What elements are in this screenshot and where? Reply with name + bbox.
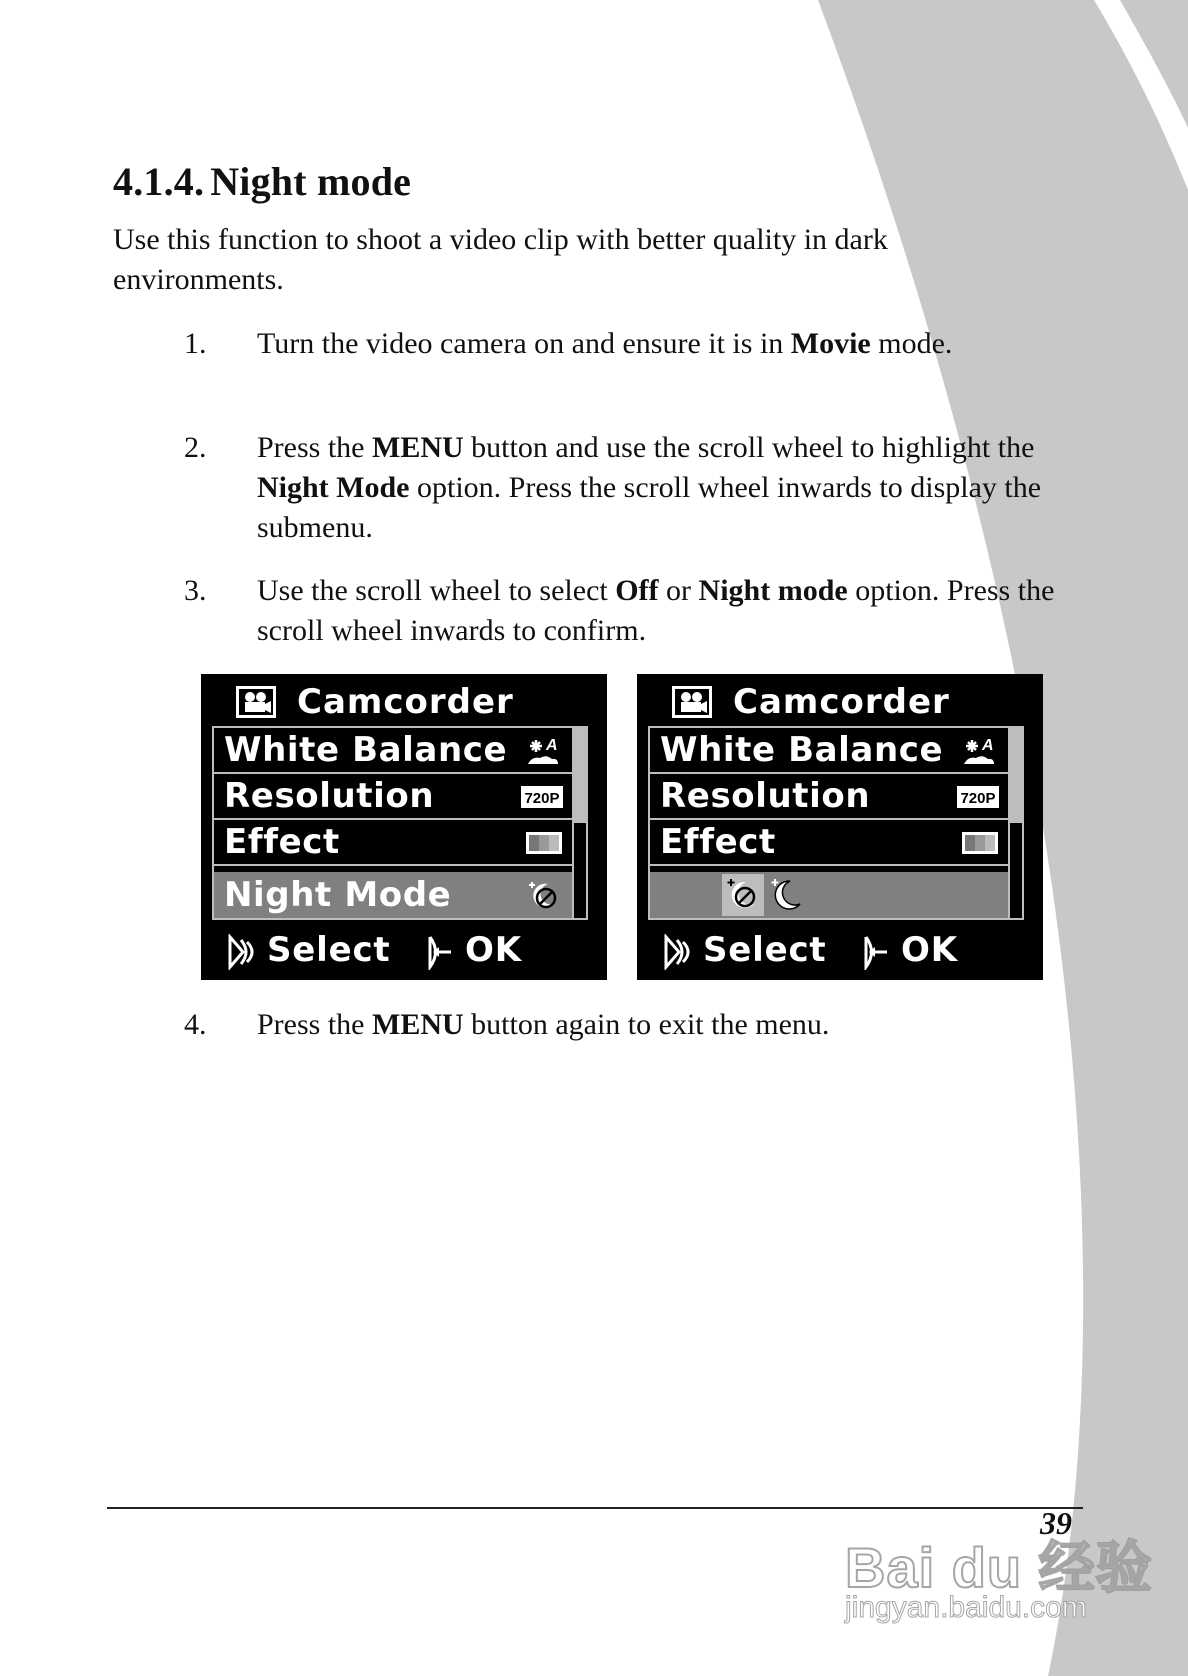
footer-select-label: Select [703,930,827,970]
menu-item-label: Effect [660,822,776,862]
effect-icon [960,826,1000,860]
bold-term: Night mode [698,574,848,607]
camcorder-icon [671,685,713,719]
bold-term: Off [615,574,659,607]
menu-item-label: Effect [224,822,340,862]
menu-item-label: White Balance [660,730,944,770]
camcorder-icon [235,685,277,719]
menu-scrollbar[interactable] [572,728,586,918]
menu-item-night-mode[interactable] [214,872,572,918]
night-mode-off-icon [524,878,564,912]
menu-item-label: Resolution [660,776,871,816]
menu-item-effect[interactable] [650,820,1008,866]
menu-item-label: Resolution [224,776,435,816]
baidu-watermark: Bai du 经验 [845,1536,1153,1599]
menu-item-white-balance[interactable] [214,728,572,774]
step-number: 2. [184,431,207,464]
step-text: Press the MENU button again to exit the menu. [257,1008,830,1041]
bold-term: Movie [790,327,871,360]
scroll-wheel-icon [227,934,257,970]
menu-item-label: White Balance [224,730,508,770]
footer-ok-label: OK [465,930,522,970]
submenu-option-off[interactable] [722,874,764,916]
intro-paragraph: Use this function to shoot a video clip with better quality in dark environments. [113,223,888,296]
screen-footer [663,930,1043,974]
step-text: Press the MENU button and use the scroll wheel to highlight the Night Mode option. Press the scroll wheel inwards to display the submenu. [257,431,1042,544]
menu-item-white-balance[interactable] [650,728,1008,774]
submenu-option-night-mode[interactable] [766,874,808,916]
menu-item-label: Night Mode [224,875,452,915]
footer-ok-label: OK [901,930,958,970]
step-number: 3. [184,574,207,607]
camera-menu-list [648,726,1024,920]
page-number: 39 [1040,1505,1072,1541]
step-number: 4. [184,1008,207,1041]
screen-footer [227,930,607,974]
press-ok-icon [863,934,899,970]
scroll-wheel-icon [663,934,693,970]
menu-item-effect[interactable] [214,820,572,866]
step-number: 1. [184,327,207,360]
section-title: Night mode [210,159,412,204]
screen-title-bar [671,682,950,722]
step-text: Turn the video camera on and ensure it is in Movie mode. [257,327,953,360]
bold-term: MENU [372,431,464,464]
scrollbar-thumb[interactable] [1010,728,1022,823]
camera-screen-menu [201,674,607,980]
auto-white-balance-icon [524,734,564,768]
svg-text:A: A [546,737,558,754]
screen-title: Camcorder [297,682,514,722]
baidu-watermark-url: jingyan.baidu.com [845,1591,1087,1624]
press-ok-icon [427,934,463,970]
menu-item-resolution[interactable] [214,774,572,820]
section-heading [113,158,411,205]
svg-text:A: A [982,737,994,754]
screen-title-bar [235,682,514,722]
scrollbar-thumb[interactable] [574,728,586,823]
footer-select-label: Select [267,930,391,970]
auto-white-balance-icon [960,734,1000,768]
step-text: Use the scroll wheel to select Off or Night mode option. Press the scroll wheel inwards to confirm. [257,574,1055,647]
camera-screen-submenu [637,674,1043,980]
svg-text:720P: 720P [524,790,560,807]
effect-icon [524,826,564,860]
footer-rule [107,1507,1083,1509]
720p-icon [956,780,1000,814]
bold-term: Night Mode [257,471,410,504]
screen-title: Camcorder [733,682,950,722]
section-number: 4.1.4. [113,159,205,204]
night-mode-submenu [650,872,1008,918]
menu-item-resolution[interactable] [650,774,1008,820]
night-mode-off-icon [722,874,764,916]
bold-term: MENU [372,1008,464,1041]
camera-menu-list [212,726,588,920]
night-mode-on-icon [766,874,808,916]
menu-scrollbar[interactable] [1008,728,1022,918]
720p-icon [520,780,564,814]
svg-text:720P: 720P [960,790,996,807]
